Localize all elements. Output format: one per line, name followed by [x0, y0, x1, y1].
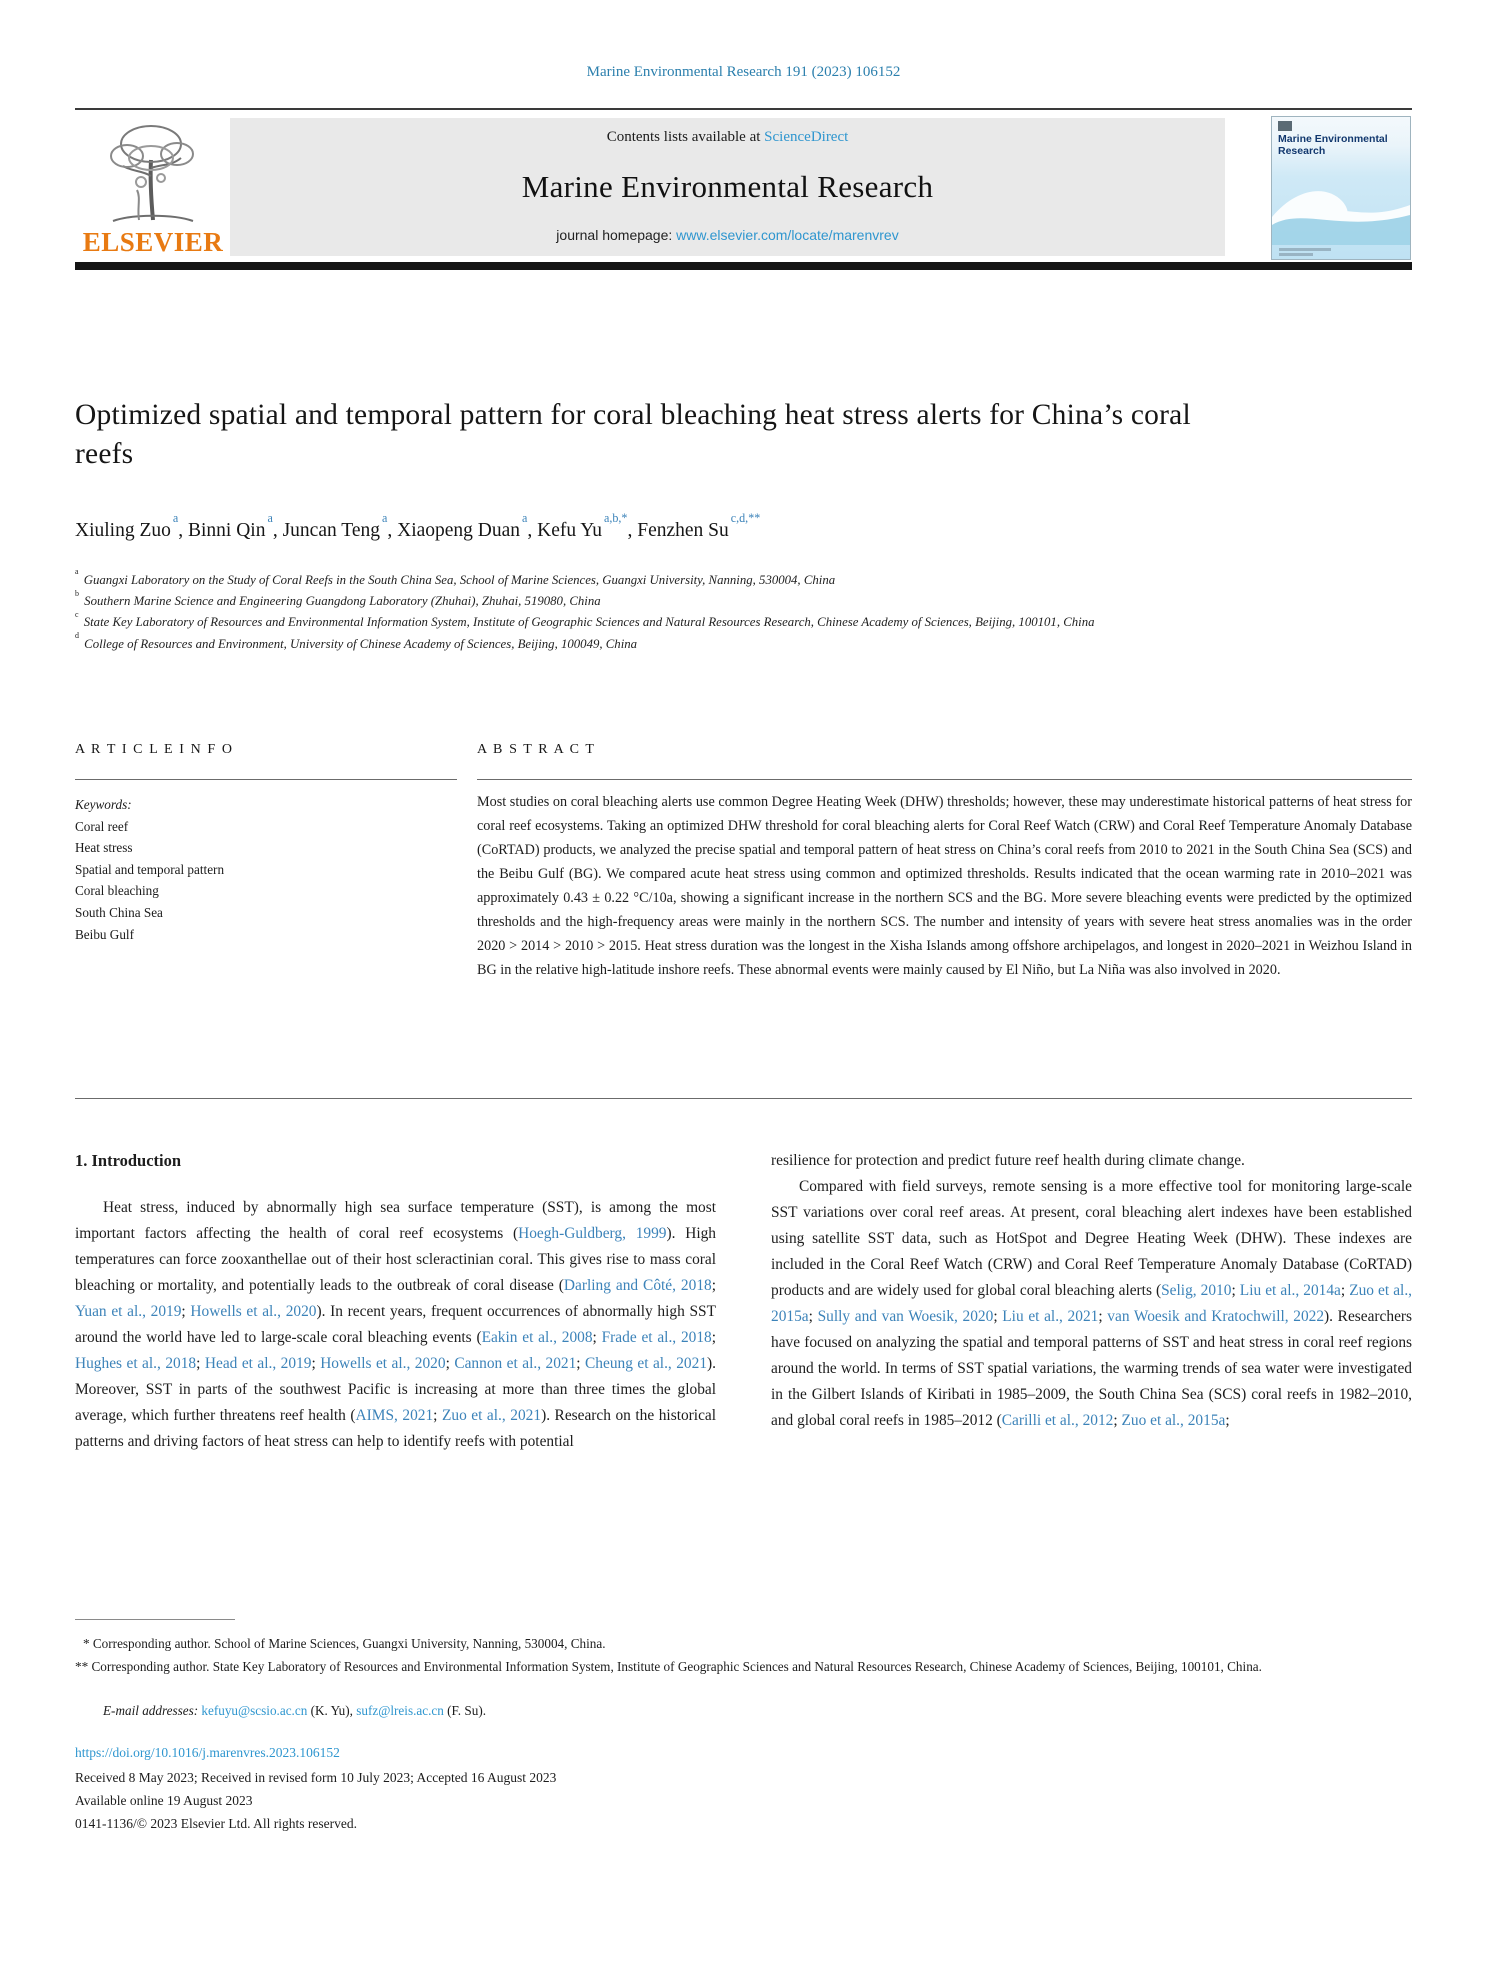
text-segment: Southern Marine Science and Engineering Guangdong Laboratory (Zhuhai), Zhuhai, 519080, China	[80, 594, 601, 609]
text-segment: ;	[181, 1303, 191, 1320]
citation-link[interactable]: Zuo et al., 2015a	[1121, 1412, 1226, 1429]
text-segment: Compared with field surveys, remote sensing is a more effective tool for monitoring large-scale SST variations over coral reef areas. At present, coral bleaching alert indexes have been established using satellite SST data, such as HotSpot and Degree Heating Week (DHW). These indexes are included in the Coral Reef Watch (CRW) and Coral Reef Temperature Anomaly Database (CoRTAD) products and are widely used for global coral bleaching alerts (	[771, 1178, 1412, 1299]
introduction-column-right	[771, 1148, 1412, 1434]
text-segment: b	[75, 588, 79, 598]
copyright-issn-line: 0141-1136/© 2023 Elsevier Ltd. All rights reserved.	[75, 1816, 357, 1831]
affiliation-line	[75, 588, 1412, 612]
keyword-item: Beibu Gulf	[75, 926, 134, 942]
text-segment: journal homepage:	[556, 227, 677, 243]
citation-link[interactable]: Cheung et al., 2021	[585, 1355, 708, 1372]
elsevier-tree-icon	[93, 118, 213, 226]
masthead-divider-bar	[75, 262, 1412, 270]
cover-wave-icon	[1272, 167, 1410, 245]
text-segment: , Fenzhen Su	[627, 520, 729, 541]
text-segment: ). Moreover, SST in parts of the southwest Pacific is increasing at more than three times the global average, which further threatens reef health (	[75, 1355, 716, 1424]
citation-link[interactable]: a,b,*	[603, 510, 628, 525]
journal-masthead	[230, 118, 1225, 256]
elsevier-wordmark: ELSEVIER	[82, 227, 224, 257]
citation-link[interactable]: Zuo et al., 2021	[441, 1407, 542, 1424]
text-segment: ;	[1225, 1412, 1230, 1429]
affiliation-line	[75, 567, 1412, 591]
text-segment: ;	[433, 1407, 442, 1424]
text-segment: c	[75, 609, 79, 619]
citation-link[interactable]: a	[267, 510, 273, 525]
citation-link[interactable]: a	[381, 510, 388, 525]
citation-link[interactable]: Hoegh-Guldberg, 1999	[518, 1225, 667, 1242]
text-segment: Heat stress, induced by abnormally high sea surface temperature (SST), is among the most important factors affecting the health of coral reef ecosystems (	[75, 1199, 716, 1242]
citation-link[interactable]: Liu et al., 2021	[1002, 1308, 1099, 1325]
text-segment: ). Research on the historical patterns and driving factors of heat stress can help to identify reefs with potential	[75, 1407, 717, 1450]
keyword-item: Heat stress	[75, 840, 133, 856]
article-info-heading: A R T I C L E I N F O	[75, 742, 234, 757]
citation-link[interactable]: Head et al., 2019	[204, 1355, 312, 1372]
text-segment: ;	[196, 1355, 205, 1372]
text-segment: ). Researchers have focused on analyzing the spatial and temporal patterns of SST and heat stress in coral reef regions around the world. In terms of SST spatial variations, the warming trends of sea water were investigated in the Gilbert Islands of Kiribati in 1985–2009, the South China Sea (SCS) coral reefs in 1982–2010, and global coral reefs in 1985–2012 (	[771, 1308, 1413, 1429]
citation-link[interactable]: a	[172, 510, 179, 525]
journal-homepage-line	[230, 227, 1225, 256]
citation-link[interactable]: Howells et al., 2020	[320, 1355, 446, 1372]
citation-link[interactable]: van Woesik and Kratochwill, 2022	[1107, 1308, 1325, 1325]
journal-banner	[75, 116, 1412, 258]
keywords-list	[75, 816, 455, 946]
citation-link[interactable]: Howells et al., 2020	[190, 1303, 317, 1320]
article-info-rule	[75, 779, 457, 780]
citation-link[interactable]: Zuo et al., 2015a	[771, 1282, 1413, 1325]
citation-link[interactable]: Eakin et al., 2008	[481, 1329, 593, 1346]
text-segment: (K. Yu),	[307, 1703, 357, 1718]
email-addresses-line	[75, 1703, 1412, 1719]
running-head-citation[interactable]: Marine Environmental Research 191 (2023) 106152	[586, 64, 901, 80]
text-segment: State Key Laboratory of Resources and Environmental Information System, Institute of Geographic Sciences and Natural Resources Research, Chinese Academy of Sciences, Beijing, 100101, China	[80, 615, 1095, 630]
affiliations	[75, 567, 1412, 655]
doi-link[interactable]: https://doi.org/10.1016/j.marenvres.2023.106152	[75, 1745, 340, 1760]
keywords-block	[75, 794, 455, 945]
text-segment: ;	[808, 1308, 818, 1325]
abstract-rule	[477, 779, 1412, 780]
introduction-paragraph	[75, 1195, 716, 1455]
contents-lists-line	[230, 118, 1225, 146]
text-segment: d	[75, 630, 79, 640]
keyword-item: South China Sea	[75, 904, 163, 920]
cover-editors-text-placeholder	[1279, 253, 1313, 256]
author-list	[75, 510, 1412, 542]
citation-link[interactable]: Frade et al., 2018	[601, 1329, 712, 1346]
abstract-text: Most studies on coral bleaching alerts use common Degree Heating Week (DHW) thresholds; however, these may underestimate historical patterns of heat stress for coral reef ecosystems. Taking an optimized DHW threshold for coral bleaching alerts for Coral Reef Watch (CRW) and Coral Reef Temperature Anomaly Database (CoRTAD) products, we analyzed the precise spatial and temporal pattern of heat stress on China’s coral reefs from 2010 to 2021 in the South China Sea (SCS) and the Beibu Gulf (BG). We compared acute heat stress using common and optimized thresholds. Results indicated that the ocean warming rate in 2010–2021 was approximately 0.43 ± 0.22 °C/10a, showing a significant increase in the northern SCS and the BG. More severe bleaching events were predicted by the optimized thresholds and the high-frequency areas were mainly in the northern SCS. The number and intensity of years with severe heat stress anomalies was in the order 2020 > 2014 > 2010 > 2015. Heat stress duration was the longest in the Xisha Islands among offshore archipelagos, and longest in 2020–2021 in Weizhou Island in BG in the relative high-latitude inshore reefs. These abnormal events were mainly caused by El Niño, but La Niña was also involved in 2020.	[477, 794, 1412, 978]
citation-link[interactable]: Yuan et al., 2019	[75, 1303, 182, 1320]
keyword-item: Coral bleaching	[75, 883, 159, 899]
abstract-heading: A B S T R A C T	[477, 742, 596, 757]
keywords-label: Keywords:	[75, 797, 132, 812]
citation-link[interactable]: a	[522, 510, 528, 525]
text-segment: , Juncan Teng	[272, 520, 380, 541]
article-title: Optimized spatial and temporal pattern for coral bleaching heat stress alerts for China’s coral reefs	[75, 399, 1191, 470]
citation-link[interactable]: Selig, 2010	[1161, 1282, 1232, 1299]
journal-cover-thumbnail[interactable]	[1271, 116, 1411, 260]
text-segment: ;	[1098, 1308, 1108, 1325]
text-segment: ;	[711, 1329, 717, 1346]
text-segment: , Kefu Yu	[527, 520, 602, 541]
text-segment: ;	[445, 1355, 455, 1372]
cover-editors-text-placeholder	[1279, 248, 1331, 251]
text-segment: ). In recent years, frequent occurrences of abnormally high SST around the world have led to large-scale coral bleaching events (	[75, 1303, 717, 1346]
text-segment: Xiuling Zuo	[75, 520, 171, 541]
citation-link[interactable]: Darling and Côté, 2018	[563, 1277, 712, 1294]
cover-publisher-mark-icon	[1278, 121, 1292, 131]
text-segment: ;	[576, 1355, 586, 1372]
top-rule	[75, 108, 1412, 110]
text-segment: , Xiaopeng Duan	[387, 520, 521, 541]
text-segment: a	[75, 567, 79, 577]
introduction-paragraph	[771, 1174, 1412, 1434]
available-online-line: Available online 19 August 2023	[75, 1793, 253, 1808]
citation-link[interactable]: Carilli et al., 2012	[1001, 1412, 1114, 1429]
email-link[interactable]: sufz@lreis.ac.cn	[356, 1703, 444, 1718]
received-dates-line: Received 8 May 2023; Received in revised form 10 July 2023; Accepted 16 August 2023	[75, 1770, 557, 1785]
text-segment: ;	[711, 1277, 716, 1294]
text-segment: College of Resources and Environment, University of Chinese Academy of Sciences, Beijing, 100049, China	[80, 636, 638, 651]
introduction-column-left	[75, 1148, 716, 1455]
affiliation-line	[75, 630, 1412, 655]
text-segment: E-mail addresses:	[103, 1703, 202, 1718]
text-segment: ;	[1340, 1282, 1350, 1299]
citation-link[interactable]: Sully and van Woesik, 2020	[817, 1308, 994, 1325]
cover-title: Marine Environmental Research	[1278, 133, 1388, 157]
keyword-item: Coral reef	[75, 818, 129, 834]
affiliation-line	[75, 609, 1412, 633]
text-segment: ). High temperatures can force zooxanthellae out of their host scleractinian coral. This gives rise to mass coral bleaching or mortality, and potentially leads to the outbreak of coral disease (	[75, 1225, 716, 1294]
introduction-paragraph: resilience for protection and predict future reef health during climate change.	[771, 1152, 1245, 1169]
text-segment: (F. Su).	[443, 1703, 487, 1718]
text-segment: ;	[993, 1308, 1003, 1325]
corresponding-author-footnote-2: ** Corresponding author. State Key Laboratory of Resources and Environmental Information System, Institute of Geographic Sciences and Natural Resources Research, Chinese Academy of Sciences, Beijing, 100101, China.	[75, 1659, 1262, 1674]
journal-homepage-link[interactable]: www.elsevier.com/locate/marenvrev	[676, 227, 899, 243]
keyword-item: Spatial and temporal pattern	[75, 861, 225, 877]
text-segment: Guangxi Laboratory on the Study of Coral Reefs in the South China Sea, School of Marine Sciences, Guangxi University, Nanning, 530004, China	[80, 573, 836, 587]
citation-link[interactable]: AIMS, 2021	[355, 1407, 434, 1424]
citation-link[interactable]: c,d,**	[730, 510, 761, 525]
text-segment: Contents lists available at	[606, 129, 765, 145]
citation-link[interactable]: Cannon et al., 2021	[454, 1355, 577, 1372]
citation-link[interactable]: Hughes et al., 2018	[75, 1355, 197, 1372]
text-segment: ;	[592, 1329, 602, 1346]
text-segment: , Binni Qin	[178, 520, 266, 541]
text-segment: ;	[1231, 1282, 1240, 1299]
email-link[interactable]: kefuyu@scsio.ac.cn	[201, 1703, 308, 1718]
journal-title: Marine Environmental Research	[521, 168, 934, 204]
text-segment: ;	[1113, 1412, 1122, 1429]
text-segment: ;	[311, 1355, 321, 1372]
citation-link[interactable]: Liu et al., 2014a	[1239, 1282, 1341, 1299]
elsevier-logo[interactable]	[77, 116, 229, 258]
header-block-bottom-rule	[75, 1098, 1412, 1099]
introduction-heading: 1. Introduction	[75, 1151, 182, 1170]
footnote-rule	[75, 1619, 235, 1620]
sciencedirect-link[interactable]: ScienceDirect	[764, 129, 849, 145]
corresponding-author-footnote-1: * Corresponding author. School of Marine Sciences, Guangxi University, Nanning, 530004, China.	[83, 1636, 606, 1651]
